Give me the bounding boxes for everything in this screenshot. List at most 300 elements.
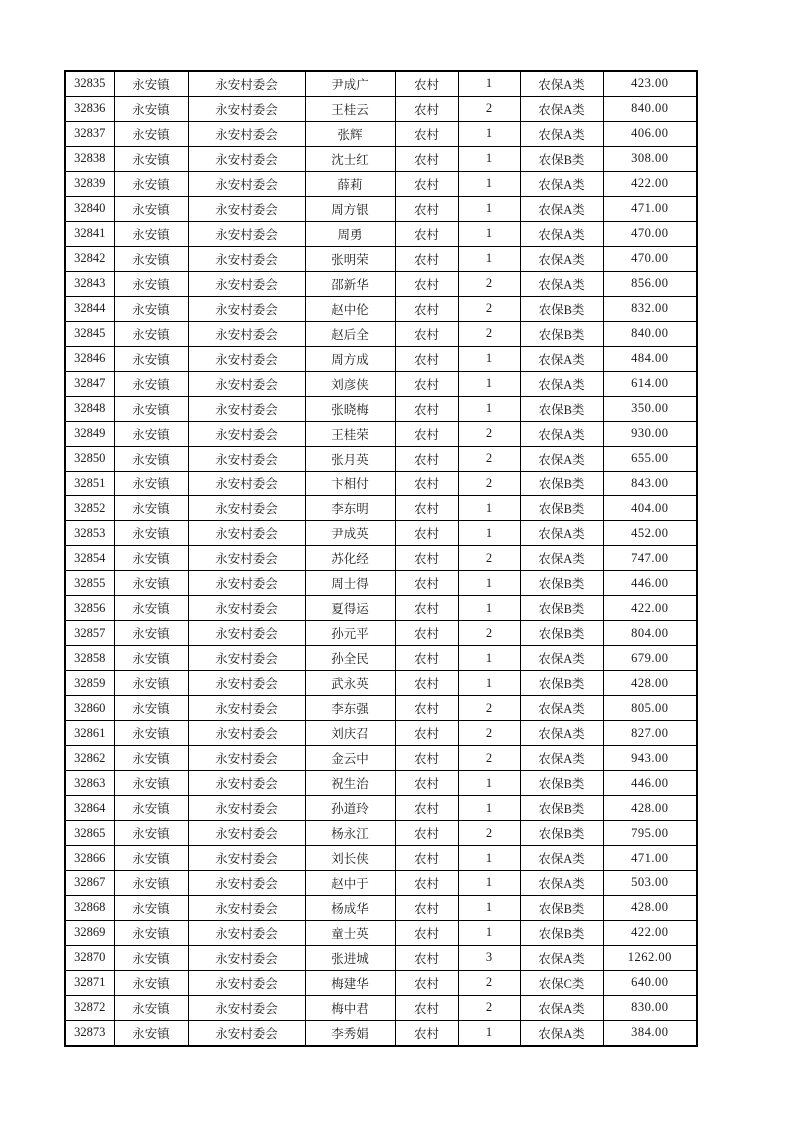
cell-person-count: 1 <box>458 895 520 920</box>
table-row <box>65 71 697 96</box>
cell-amount: 843.00 <box>603 471 697 496</box>
cell-household-type: 农村 <box>395 970 458 995</box>
cell-household-type: 农村 <box>395 596 458 621</box>
cell-name: 杨成华 <box>305 895 395 920</box>
cell-name: 祝生治 <box>305 771 395 796</box>
cell-household-type: 农村 <box>395 995 458 1020</box>
table-row <box>65 945 697 970</box>
cell-insurance-type: 农保A类 <box>520 995 603 1020</box>
cell-name: 王桂荣 <box>305 421 395 446</box>
table-row <box>65 696 697 721</box>
cell-household-type: 农村 <box>395 671 458 696</box>
cell-household-type: 农村 <box>395 96 458 121</box>
cell-household-type: 农村 <box>395 396 458 421</box>
cell-serial: 32841 <box>65 221 114 246</box>
cell-town: 永安镇 <box>114 321 188 346</box>
cell-serial: 32844 <box>65 296 114 321</box>
cell-village-committee: 永安村委会 <box>188 871 305 896</box>
cell-serial: 32867 <box>65 871 114 896</box>
cell-insurance-type: 农保B类 <box>520 621 603 646</box>
cell-town: 永安镇 <box>114 721 188 746</box>
table-row <box>65 771 697 796</box>
cell-amount: 832.00 <box>603 296 697 321</box>
cell-amount: 471.00 <box>603 846 697 871</box>
cell-town: 永安镇 <box>114 571 188 596</box>
cell-village-committee: 永安村委会 <box>188 696 305 721</box>
benefit-table <box>64 70 698 1047</box>
cell-household-type: 农村 <box>395 1020 458 1045</box>
cell-serial: 32860 <box>65 696 114 721</box>
cell-village-committee: 永安村委会 <box>188 196 305 221</box>
cell-amount: 840.00 <box>603 321 697 346</box>
cell-serial: 32856 <box>65 596 114 621</box>
cell-village-committee: 永安村委会 <box>188 146 305 171</box>
cell-household-type: 农村 <box>395 196 458 221</box>
table-row <box>65 121 697 146</box>
cell-household-type: 农村 <box>395 821 458 846</box>
cell-amount: 679.00 <box>603 646 697 671</box>
cell-serial: 32854 <box>65 546 114 571</box>
cell-serial: 32845 <box>65 321 114 346</box>
cell-household-type: 农村 <box>395 221 458 246</box>
cell-town: 永安镇 <box>114 995 188 1020</box>
cell-name: 刘彦侠 <box>305 371 395 396</box>
cell-amount: 423.00 <box>603 71 697 96</box>
cell-insurance-type: 农保A类 <box>520 446 603 471</box>
cell-household-type: 农村 <box>395 246 458 271</box>
cell-person-count: 2 <box>458 970 520 995</box>
cell-household-type: 农村 <box>395 71 458 96</box>
cell-serial: 32838 <box>65 146 114 171</box>
cell-town: 永安镇 <box>114 746 188 771</box>
cell-person-count: 3 <box>458 945 520 970</box>
cell-insurance-type: 农保A类 <box>520 421 603 446</box>
cell-insurance-type: 农保A类 <box>520 646 603 671</box>
cell-amount: 404.00 <box>603 496 697 521</box>
cell-insurance-type: 农保B类 <box>520 920 603 945</box>
cell-village-committee: 永安村委会 <box>188 521 305 546</box>
cell-amount: 422.00 <box>603 920 697 945</box>
cell-person-count: 2 <box>458 271 520 296</box>
cell-amount: 422.00 <box>603 171 697 196</box>
cell-amount: 640.00 <box>603 970 697 995</box>
cell-village-committee: 永安村委会 <box>188 246 305 271</box>
cell-serial: 32858 <box>65 646 114 671</box>
cell-serial: 32837 <box>65 121 114 146</box>
cell-amount: 930.00 <box>603 421 697 446</box>
cell-name: 李东明 <box>305 496 395 521</box>
cell-serial: 32857 <box>65 621 114 646</box>
cell-serial: 32873 <box>65 1020 114 1045</box>
cell-person-count: 2 <box>458 471 520 496</box>
cell-serial: 32849 <box>65 421 114 446</box>
cell-person-count: 1 <box>458 346 520 371</box>
table-row <box>65 196 697 221</box>
cell-household-type: 农村 <box>395 421 458 446</box>
cell-village-committee: 永安村委会 <box>188 945 305 970</box>
cell-village-committee: 永安村委会 <box>188 496 305 521</box>
cell-person-count: 2 <box>458 821 520 846</box>
cell-village-committee: 永安村委会 <box>188 721 305 746</box>
cell-insurance-type: 农保A类 <box>520 746 603 771</box>
cell-insurance-type: 农保A类 <box>520 521 603 546</box>
cell-household-type: 农村 <box>395 721 458 746</box>
cell-name: 尹成英 <box>305 521 395 546</box>
cell-town: 永安镇 <box>114 646 188 671</box>
table-row <box>65 995 697 1020</box>
cell-person-count: 1 <box>458 796 520 821</box>
cell-insurance-type: 农保A类 <box>520 546 603 571</box>
cell-person-count: 2 <box>458 746 520 771</box>
cell-town: 永安镇 <box>114 671 188 696</box>
cell-household-type: 农村 <box>395 920 458 945</box>
cell-person-count: 1 <box>458 121 520 146</box>
cell-name: 王桂云 <box>305 96 395 121</box>
cell-town: 永安镇 <box>114 821 188 846</box>
table-row <box>65 446 697 471</box>
cell-name: 孙全民 <box>305 646 395 671</box>
cell-person-count: 1 <box>458 596 520 621</box>
cell-household-type: 农村 <box>395 121 458 146</box>
cell-town: 永安镇 <box>114 621 188 646</box>
cell-household-type: 农村 <box>395 146 458 171</box>
cell-name: 赵后全 <box>305 321 395 346</box>
cell-town: 永安镇 <box>114 296 188 321</box>
cell-village-committee: 永安村委会 <box>188 571 305 596</box>
cell-person-count: 1 <box>458 496 520 521</box>
cell-household-type: 农村 <box>395 945 458 970</box>
cell-town: 永安镇 <box>114 371 188 396</box>
cell-household-type: 农村 <box>395 446 458 471</box>
table-row <box>65 246 697 271</box>
cell-amount: 470.00 <box>603 246 697 271</box>
cell-name: 刘庆召 <box>305 721 395 746</box>
table-row <box>65 146 697 171</box>
cell-person-count: 1 <box>458 371 520 396</box>
cell-insurance-type: 农保B类 <box>520 796 603 821</box>
cell-person-count: 1 <box>458 396 520 421</box>
cell-town: 永安镇 <box>114 771 188 796</box>
cell-insurance-type: 农保A类 <box>520 371 603 396</box>
cell-village-committee: 永安村委会 <box>188 821 305 846</box>
cell-insurance-type: 农保A类 <box>520 871 603 896</box>
cell-name: 张辉 <box>305 121 395 146</box>
cell-insurance-type: 农保A类 <box>520 221 603 246</box>
cell-serial: 32836 <box>65 96 114 121</box>
cell-household-type: 农村 <box>395 471 458 496</box>
cell-village-committee: 永安村委会 <box>188 771 305 796</box>
cell-household-type: 农村 <box>395 771 458 796</box>
table-row <box>65 321 697 346</box>
cell-amount: 446.00 <box>603 571 697 596</box>
table-row <box>65 646 697 671</box>
cell-amount: 308.00 <box>603 146 697 171</box>
cell-name: 尹成广 <box>305 71 395 96</box>
table-row <box>65 171 697 196</box>
cell-insurance-type: 农保B类 <box>520 671 603 696</box>
cell-town: 永安镇 <box>114 96 188 121</box>
cell-village-committee: 永安村委会 <box>188 846 305 871</box>
cell-insurance-type: 农保B类 <box>520 895 603 920</box>
cell-town: 永安镇 <box>114 396 188 421</box>
cell-serial: 32863 <box>65 771 114 796</box>
cell-household-type: 农村 <box>395 521 458 546</box>
cell-household-type: 农村 <box>395 346 458 371</box>
cell-name: 周勇 <box>305 221 395 246</box>
cell-person-count: 1 <box>458 171 520 196</box>
cell-person-count: 1 <box>458 771 520 796</box>
table-row <box>65 96 697 121</box>
cell-town: 永安镇 <box>114 121 188 146</box>
cell-town: 永安镇 <box>114 221 188 246</box>
cell-amount: 471.00 <box>603 196 697 221</box>
cell-person-count: 1 <box>458 71 520 96</box>
cell-name: 武永英 <box>305 671 395 696</box>
cell-village-committee: 永安村委会 <box>188 471 305 496</box>
table-row <box>65 621 697 646</box>
cell-household-type: 农村 <box>395 796 458 821</box>
cell-insurance-type: 农保B类 <box>520 771 603 796</box>
cell-village-committee: 永安村委会 <box>188 171 305 196</box>
table-row <box>65 296 697 321</box>
cell-name: 孙道玲 <box>305 796 395 821</box>
cell-household-type: 农村 <box>395 846 458 871</box>
cell-person-count: 2 <box>458 696 520 721</box>
cell-serial: 32859 <box>65 671 114 696</box>
cell-name: 卞相付 <box>305 471 395 496</box>
cell-amount: 614.00 <box>603 371 697 396</box>
table-row <box>65 396 697 421</box>
cell-person-count: 1 <box>458 871 520 896</box>
cell-serial: 32853 <box>65 521 114 546</box>
cell-person-count: 2 <box>458 421 520 446</box>
cell-village-committee: 永安村委会 <box>188 221 305 246</box>
cell-insurance-type: 农保B类 <box>520 471 603 496</box>
table-row <box>65 970 697 995</box>
cell-serial: 32855 <box>65 571 114 596</box>
cell-name: 张月英 <box>305 446 395 471</box>
table-row <box>65 571 697 596</box>
cell-serial: 32840 <box>65 196 114 221</box>
cell-name: 赵中伦 <box>305 296 395 321</box>
table-row <box>65 221 697 246</box>
cell-insurance-type: 农保C类 <box>520 970 603 995</box>
cell-insurance-type: 农保B类 <box>520 396 603 421</box>
cell-name: 童士英 <box>305 920 395 945</box>
cell-town: 永安镇 <box>114 446 188 471</box>
cell-insurance-type: 农保B类 <box>520 571 603 596</box>
cell-name: 孙元平 <box>305 621 395 646</box>
cell-village-committee: 永安村委会 <box>188 346 305 371</box>
cell-name: 李秀娟 <box>305 1020 395 1045</box>
cell-household-type: 农村 <box>395 696 458 721</box>
cell-amount: 428.00 <box>603 671 697 696</box>
table-row <box>65 895 697 920</box>
cell-village-committee: 永安村委会 <box>188 96 305 121</box>
cell-insurance-type: 农保B类 <box>520 321 603 346</box>
cell-village-committee: 永安村委会 <box>188 71 305 96</box>
cell-insurance-type: 农保A类 <box>520 96 603 121</box>
cell-serial: 32852 <box>65 496 114 521</box>
cell-household-type: 农村 <box>395 746 458 771</box>
cell-household-type: 农村 <box>395 271 458 296</box>
cell-amount: 655.00 <box>603 446 697 471</box>
cell-amount: 384.00 <box>603 1020 697 1045</box>
table-row <box>65 846 697 871</box>
cell-person-count: 2 <box>458 721 520 746</box>
cell-person-count: 2 <box>458 995 520 1020</box>
cell-serial: 32864 <box>65 796 114 821</box>
cell-household-type: 农村 <box>395 371 458 396</box>
cell-person-count: 2 <box>458 621 520 646</box>
cell-town: 永安镇 <box>114 895 188 920</box>
cell-person-count: 1 <box>458 671 520 696</box>
cell-person-count: 2 <box>458 321 520 346</box>
cell-town: 永安镇 <box>114 346 188 371</box>
cell-village-committee: 永安村委会 <box>188 1020 305 1045</box>
cell-insurance-type: 农保A类 <box>520 846 603 871</box>
cell-person-count: 2 <box>458 96 520 121</box>
cell-village-committee: 永安村委会 <box>188 796 305 821</box>
cell-town: 永安镇 <box>114 970 188 995</box>
table-row <box>65 521 697 546</box>
cell-amount: 470.00 <box>603 221 697 246</box>
cell-person-count: 1 <box>458 1020 520 1045</box>
cell-serial: 32847 <box>65 371 114 396</box>
cell-town: 永安镇 <box>114 471 188 496</box>
cell-amount: 830.00 <box>603 995 697 1020</box>
cell-name: 夏得运 <box>305 596 395 621</box>
cell-village-committee: 永安村委会 <box>188 895 305 920</box>
cell-village-committee: 永安村委会 <box>188 671 305 696</box>
cell-serial: 32851 <box>65 471 114 496</box>
cell-amount: 446.00 <box>603 771 697 796</box>
cell-serial: 32861 <box>65 721 114 746</box>
cell-amount: 795.00 <box>603 821 697 846</box>
cell-amount: 1262.00 <box>603 945 697 970</box>
table-row <box>65 796 697 821</box>
cell-amount: 422.00 <box>603 596 697 621</box>
table-row <box>65 871 697 896</box>
table-row <box>65 821 697 846</box>
cell-name: 沈士红 <box>305 146 395 171</box>
cell-amount: 805.00 <box>603 696 697 721</box>
cell-insurance-type: 农保B类 <box>520 146 603 171</box>
cell-name: 金云中 <box>305 746 395 771</box>
cell-insurance-type: 农保B类 <box>520 596 603 621</box>
cell-village-committee: 永安村委会 <box>188 995 305 1020</box>
cell-town: 永安镇 <box>114 945 188 970</box>
table-row <box>65 920 697 945</box>
cell-town: 永安镇 <box>114 496 188 521</box>
cell-serial: 32842 <box>65 246 114 271</box>
table-row <box>65 546 697 571</box>
cell-village-committee: 永安村委会 <box>188 920 305 945</box>
cell-person-count: 2 <box>458 546 520 571</box>
cell-name: 周士得 <box>305 571 395 596</box>
cell-town: 永安镇 <box>114 521 188 546</box>
cell-insurance-type: 农保A类 <box>520 171 603 196</box>
cell-name: 周方成 <box>305 346 395 371</box>
cell-insurance-type: 农保A类 <box>520 696 603 721</box>
cell-household-type: 农村 <box>395 871 458 896</box>
cell-serial: 32843 <box>65 271 114 296</box>
cell-town: 永安镇 <box>114 196 188 221</box>
cell-town: 永安镇 <box>114 1020 188 1045</box>
table-row <box>65 1020 697 1045</box>
cell-name: 梅建华 <box>305 970 395 995</box>
cell-serial: 32846 <box>65 346 114 371</box>
table-row <box>65 471 697 496</box>
cell-serial: 32866 <box>65 846 114 871</box>
cell-town: 永安镇 <box>114 171 188 196</box>
cell-town: 永安镇 <box>114 846 188 871</box>
cell-insurance-type: 农保A类 <box>520 121 603 146</box>
cell-household-type: 农村 <box>395 895 458 920</box>
cell-serial: 32868 <box>65 895 114 920</box>
table-row <box>65 371 697 396</box>
cell-person-count: 1 <box>458 221 520 246</box>
cell-name: 薛莉 <box>305 171 395 196</box>
cell-serial: 32835 <box>65 71 114 96</box>
cell-village-committee: 永安村委会 <box>188 421 305 446</box>
cell-household-type: 农村 <box>395 621 458 646</box>
cell-insurance-type: 农保A类 <box>520 271 603 296</box>
table-row <box>65 496 697 521</box>
cell-village-committee: 永安村委会 <box>188 371 305 396</box>
cell-insurance-type: 农保A类 <box>520 1020 603 1045</box>
cell-insurance-type: 农保A类 <box>520 71 603 96</box>
cell-person-count: 1 <box>458 146 520 171</box>
cell-serial: 32848 <box>65 396 114 421</box>
cell-insurance-type: 农保B类 <box>520 821 603 846</box>
cell-amount: 428.00 <box>603 895 697 920</box>
cell-household-type: 农村 <box>395 646 458 671</box>
cell-name: 周方银 <box>305 196 395 221</box>
cell-household-type: 农村 <box>395 171 458 196</box>
cell-amount: 503.00 <box>603 871 697 896</box>
cell-serial: 32872 <box>65 995 114 1020</box>
cell-household-type: 农村 <box>395 571 458 596</box>
cell-serial: 32865 <box>65 821 114 846</box>
cell-person-count: 1 <box>458 246 520 271</box>
cell-town: 永安镇 <box>114 920 188 945</box>
cell-town: 永安镇 <box>114 246 188 271</box>
cell-household-type: 农村 <box>395 496 458 521</box>
cell-amount: 747.00 <box>603 546 697 571</box>
cell-amount: 406.00 <box>603 121 697 146</box>
cell-town: 永安镇 <box>114 546 188 571</box>
cell-person-count: 1 <box>458 196 520 221</box>
cell-person-count: 2 <box>458 296 520 321</box>
cell-serial: 32850 <box>65 446 114 471</box>
cell-insurance-type: 农保A类 <box>520 246 603 271</box>
cell-person-count: 2 <box>458 446 520 471</box>
cell-town: 永安镇 <box>114 421 188 446</box>
table-row <box>65 671 697 696</box>
cell-serial: 32870 <box>65 945 114 970</box>
cell-name: 邵新华 <box>305 271 395 296</box>
cell-household-type: 农村 <box>395 296 458 321</box>
cell-name: 李东强 <box>305 696 395 721</box>
cell-name: 张明荣 <box>305 246 395 271</box>
cell-village-committee: 永安村委会 <box>188 596 305 621</box>
cell-town: 永安镇 <box>114 796 188 821</box>
cell-insurance-type: 农保B类 <box>520 496 603 521</box>
cell-name: 苏化经 <box>305 546 395 571</box>
cell-amount: 452.00 <box>603 521 697 546</box>
cell-village-committee: 永安村委会 <box>188 646 305 671</box>
